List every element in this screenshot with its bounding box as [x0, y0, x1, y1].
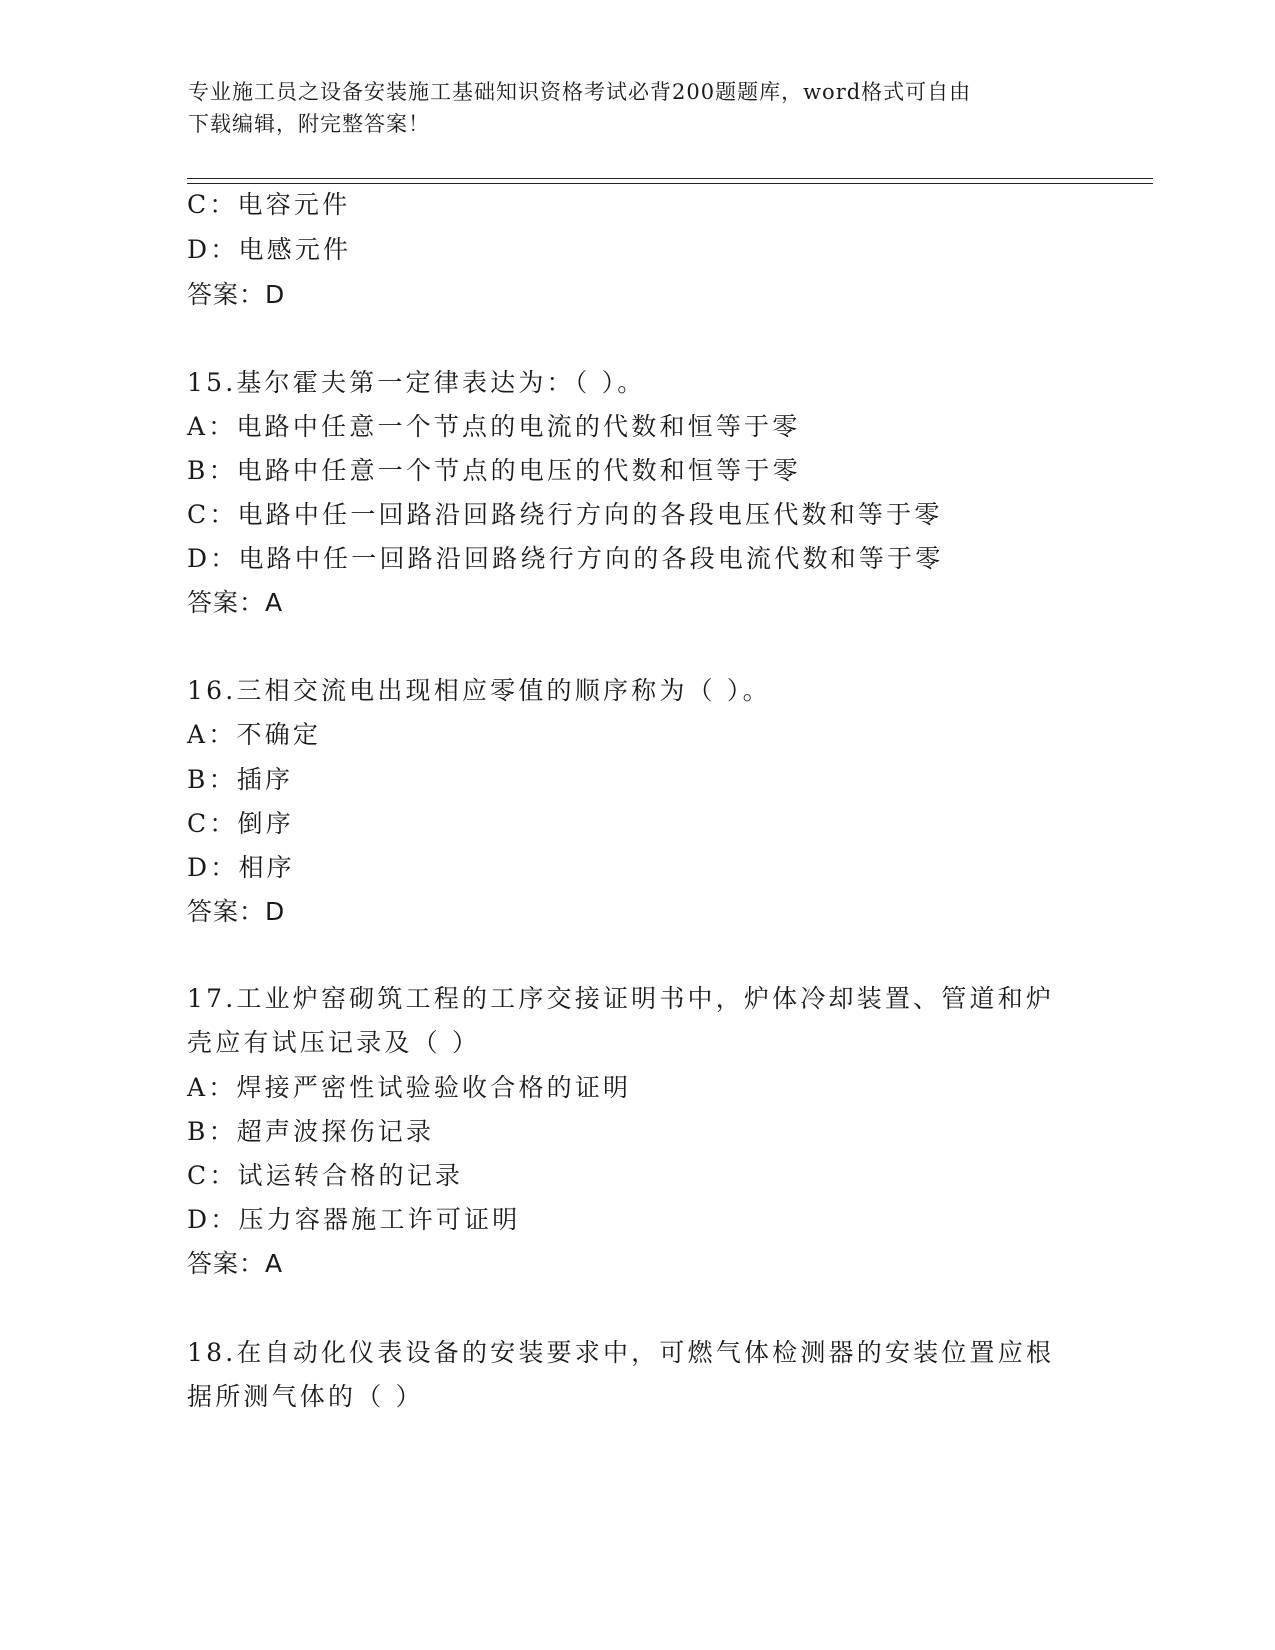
- question-17-option-d: D：压力容器施工许可证明: [187, 1205, 521, 1234]
- question-15-option-b: B：电路中任意一个节点的电压的代数和恒等于零: [187, 456, 801, 485]
- question-15-answer: 答案：A: [187, 588, 284, 617]
- option-c: C：电容元件: [187, 190, 351, 219]
- question-15-stem: 15.基尔霍夫第一定律表达为：（ ）。: [187, 368, 646, 397]
- header-divider-bottom: [187, 183, 1153, 184]
- question-17-option-b: B：超声波探伤记录: [187, 1117, 435, 1146]
- question-15-option-c: C：电路中任一回路沿回路绕行方向的各段电压代数和等于零: [187, 500, 943, 529]
- question-17-option-c: C：试运转合格的记录: [187, 1161, 464, 1190]
- question-16-option-b: B：插序: [187, 765, 294, 794]
- question-15-option-a: A：电路中任意一个节点的电流的代数和恒等于零: [187, 412, 801, 441]
- option-d: D：电感元件: [187, 235, 352, 264]
- header-line-1: 专业施工员之设备安装施工基础知识资格考试必背200题题库，word格式可自由: [188, 80, 972, 104]
- question-17-option-a: A：焊接严密性试验验收合格的证明: [187, 1073, 632, 1102]
- question-16-answer: 答案：D: [187, 897, 286, 926]
- question-17-stem-line-2: 壳应有试压记录及（ ）: [187, 1028, 481, 1057]
- question-18-stem-line-2: 据所测气体的（ ）: [187, 1382, 424, 1411]
- question-15-option-d: D：电路中任一回路沿回路绕行方向的各段电流代数和等于零: [187, 544, 944, 573]
- document-header: [188, 76, 1088, 140]
- question-16-stem: 16.三相交流电出现相应零值的顺序称为（ ）。: [187, 676, 771, 705]
- question-17-answer: 答案：A: [187, 1249, 284, 1278]
- header-divider-top: [187, 178, 1153, 179]
- header-line-2: 下载编辑，附完整答案！: [188, 112, 430, 136]
- answer-line: 答案：D: [187, 280, 286, 309]
- question-16-option-c: C：倒序: [187, 809, 294, 838]
- question-16-option-d: D：相序: [187, 853, 295, 882]
- question-16-option-a: A：不确定: [187, 720, 322, 749]
- question-17-stem-line-1: 17.工业炉窑砌筑工程的工序交接证明书中，炉体冷却装置、管道和炉: [187, 984, 1055, 1013]
- question-18-stem-line-1: 18.在自动化仪表设备的安装要求中，可燃气体检测器的安装位置应根: [187, 1338, 1055, 1367]
